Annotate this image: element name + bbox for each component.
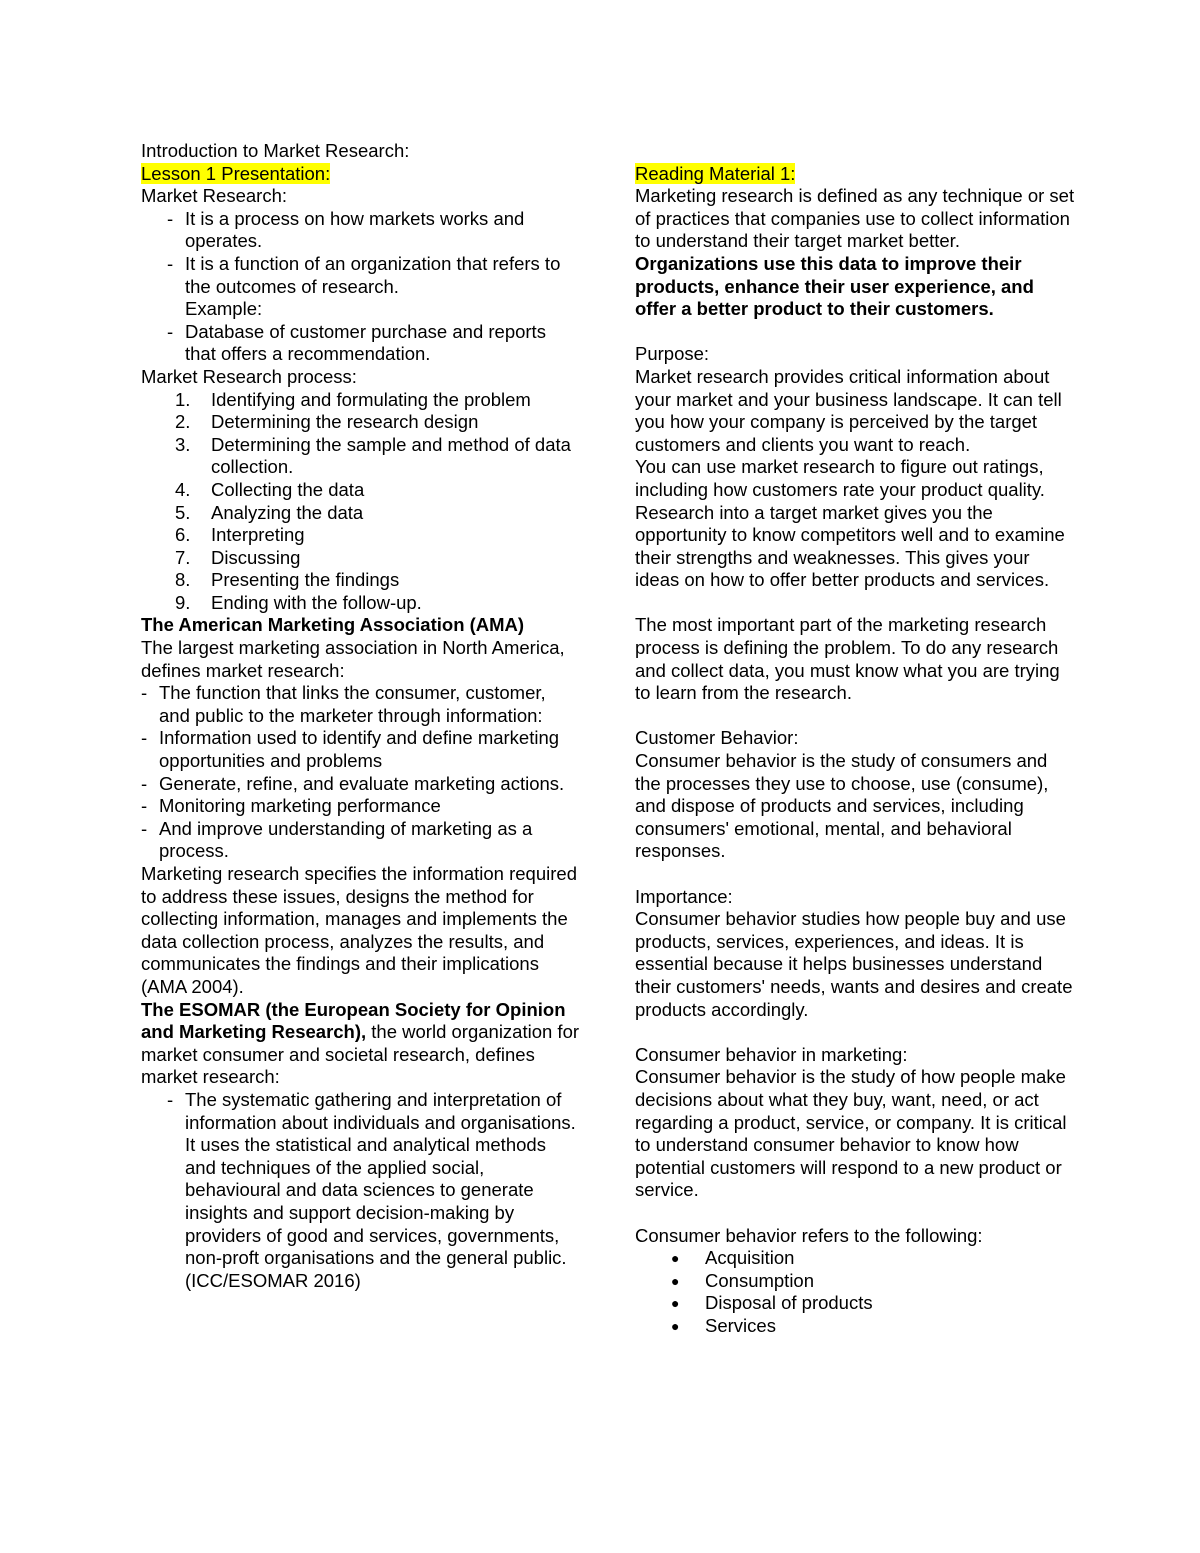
spacer — [635, 140, 1075, 163]
marketing-behavior-heading: Consumer behavior in marketing: — [635, 1043, 908, 1065]
list-item-text: Disposal of products — [705, 1292, 873, 1314]
step-text: Analyzing the data — [211, 501, 364, 523]
list-item-text: And improve understanding of marketing as a process. — [159, 817, 533, 862]
important-paragraph: The most important part of the marketing research process is defining the problem. To do any research and collect data, you must know what you are trying to learn from the research. — [635, 614, 1060, 704]
list-item — [141, 253, 581, 298]
dash-marker: - — [167, 207, 174, 229]
step-text: Collecting the data — [211, 478, 365, 500]
list-item — [635, 1270, 1075, 1293]
spacer — [635, 592, 1075, 615]
lesson-heading-highlight: Lesson 1 Presentation: — [141, 162, 331, 184]
bullet-icon: ● — [671, 1272, 680, 1289]
bullet-icon: ● — [671, 1250, 680, 1267]
importance-heading: Importance: — [635, 885, 733, 907]
marketing-behavior-paragraph: Consumer behavior is the study of how people make decisions about what they buy, want, need, or act regarding a product, service, or company. It is critical to understand consumer behavior to know how potential customers will respond to a new product or service. — [635, 1066, 1067, 1201]
dash-marker: - — [141, 772, 148, 794]
list-item-text: Information used to identify and define marketing opportunities and problems — [159, 727, 560, 772]
ama-paragraph: Marketing research specifies the information required to address these issues, designs the method for collecting information, manages and implements the data collection process, analyzes the results, and communicates the findings and their implications (AMA 2004). — [141, 863, 577, 997]
purpose-paragraph: Market research provides critical information about your market and your business landscape. It can tell you how your company is perceived by the target customers and clients you want to reach. — [635, 365, 1062, 455]
list-item — [141, 1089, 581, 1292]
list-item — [141, 682, 581, 727]
process-step — [141, 592, 581, 615]
list-item — [141, 818, 581, 863]
intro-text: Marketing research is defined as any technique or set of practices that companies use to collect information to understand their target market better. — [635, 185, 1075, 252]
bullet-icon: ● — [671, 1317, 680, 1334]
list-item — [635, 1315, 1075, 1338]
step-number: 8. — [175, 569, 191, 591]
reading-heading — [635, 163, 1075, 186]
step-number: 5. — [175, 501, 191, 523]
list-item — [141, 208, 581, 253]
right-column — [635, 140, 1075, 1337]
process-step — [141, 502, 581, 525]
step-text: Presenting the findings — [211, 569, 400, 591]
esomar-heading: The ESOMAR (the European Society for Opinion and Marketing Research), — [141, 998, 566, 1043]
list-item-text: The systematic gathering and interpretation of information about individuals and organisations. It uses the statistical and analytical methods and techniques of the applied social, behavioural and data sciences to generate insights and support decision-making by providers of good and services, governments, non-proft organisations and the general public. (ICC/ESOMAR 2016) — [185, 1088, 576, 1291]
list-item — [141, 795, 581, 818]
left-column — [141, 140, 581, 1292]
list-item-text: It is a process on how markets works and operates. — [185, 207, 525, 252]
list-item — [635, 1247, 1075, 1270]
intro-bold-text: Organizations use this data to improve their products, enhance their user experience, and offer a better product to their customers. — [635, 252, 1034, 320]
list-item — [141, 727, 581, 772]
list-item — [141, 321, 581, 366]
list-item-text: Services — [705, 1314, 776, 1336]
process-step — [141, 389, 581, 412]
reading-heading-highlight: Reading Material 1: — [635, 162, 796, 184]
refers-heading: Consumer behavior refers to the following: — [635, 1224, 983, 1246]
step-text: Interpreting — [211, 524, 305, 546]
market-research-heading: Market Research: — [141, 185, 287, 207]
example-label: Example: — [185, 298, 263, 320]
process-step — [141, 434, 581, 479]
process-heading: Market Research process: — [141, 365, 357, 387]
purpose-heading: Purpose: — [635, 343, 710, 365]
dash-marker: - — [167, 320, 174, 342]
spacer — [635, 863, 1075, 886]
customer-behavior-paragraph: Consumer behavior is the study of consumers and the processes they use to choose, use (consume), and dispose of products and services, including consumers' emotional, mental, and behavioral responses. — [635, 750, 1049, 862]
intro-paragraph — [635, 185, 1075, 321]
purpose-paragraph-2: You can use market research to figure out ratings, including how customers rate your product quality. Research into a target market gives you the opportunity to know competitors well and to examine their strengths and weaknesses. This gives your ideas on how to offer better products and services. — [635, 456, 1065, 591]
step-number: 2. — [175, 411, 191, 433]
step-text: Discussing — [211, 546, 301, 568]
step-number: 6. — [175, 524, 191, 546]
ama-heading: The American Marketing Association (AMA) — [141, 614, 525, 636]
bullet-icon: ● — [671, 1295, 680, 1312]
step-text: Determining the research design — [211, 411, 479, 433]
ama-intro: The largest marketing association in North America, defines market research: — [141, 637, 565, 681]
process-step — [141, 547, 581, 570]
step-text: Determining the sample and method of data collection. — [211, 433, 571, 478]
spacer — [635, 321, 1075, 344]
dash-marker: - — [141, 817, 148, 839]
spacer — [635, 1202, 1075, 1225]
step-text: Ending with the follow-up. — [211, 591, 422, 613]
step-number: 9. — [175, 591, 191, 613]
dash-marker: - — [167, 1088, 174, 1110]
list-item — [141, 773, 581, 796]
list-item — [635, 1292, 1075, 1315]
importance-paragraph: Consumer behavior studies how people buy and use products, services, experiences, and ideas. It is essential because it helps businesses understand their customers' needs, wants and desires and create products accordingly. — [635, 908, 1073, 1020]
step-text: Identifying and formulating the problem — [211, 388, 531, 410]
list-item-text: Database of customer purchase and reports that offers a recommendation. — [185, 320, 546, 365]
process-step — [141, 569, 581, 592]
lesson-heading — [141, 163, 581, 186]
step-number: 3. — [175, 433, 191, 455]
dash-marker: - — [167, 252, 174, 274]
list-item-text: The function that links the consumer, customer, and public to the marketer through information: — [159, 682, 546, 726]
spacer — [635, 1021, 1075, 1044]
process-step — [141, 411, 581, 434]
list-item-text: Acquisition — [705, 1247, 795, 1269]
list-item-text: Monitoring marketing performance — [159, 795, 441, 817]
step-number: 7. — [175, 546, 191, 568]
esomar-intro: the world organization for market consumer and societal research, defines market research: — [141, 1021, 580, 1088]
process-step — [141, 524, 581, 547]
step-number: 4. — [175, 478, 191, 500]
process-step — [141, 479, 581, 502]
spacer — [635, 705, 1075, 728]
list-item-text: Consumption — [705, 1269, 815, 1291]
document-title: Introduction to Market Research: — [141, 140, 410, 161]
customer-behavior-heading: Customer Behavior: — [635, 727, 799, 749]
esomar-paragraph — [141, 999, 581, 1089]
list-item-text: It is a function of an organization that refers to the outcomes of research. — [185, 252, 561, 297]
list-item-text: Generate, refine, and evaluate marketing actions. — [159, 772, 565, 794]
dash-marker: - — [141, 727, 148, 749]
dash-marker: - — [141, 682, 148, 704]
step-number: 1. — [175, 388, 191, 410]
dash-marker: - — [141, 795, 148, 817]
